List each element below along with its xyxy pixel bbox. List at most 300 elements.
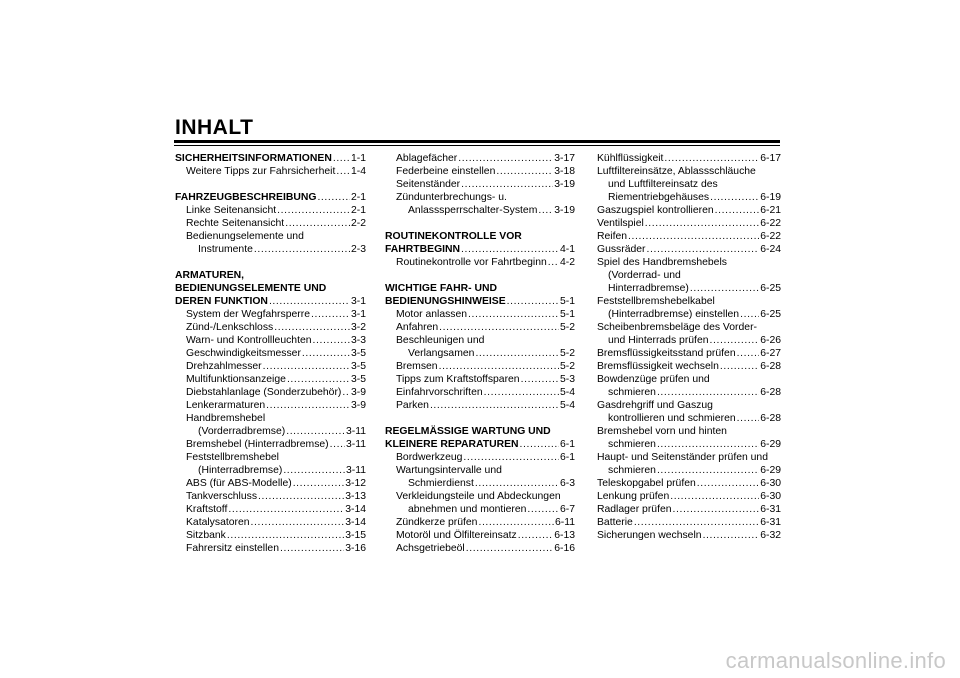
toc-entry[interactable]: [385, 386, 575, 399]
toc-entry-title: Zünd-/Lenkschloss: [186, 322, 274, 333]
toc-dot-leader: [478, 516, 554, 529]
toc-entry-title: Luftfiltereinsätze, Ablassschläuche: [597, 166, 756, 177]
toc-entry-title: Bremsen: [396, 361, 438, 372]
toc-page-number: 3-14: [345, 517, 366, 528]
toc-page-number: 6-17: [760, 153, 781, 164]
toc-dot-leader: [430, 399, 559, 412]
toc-entry[interactable]: [597, 152, 781, 165]
toc-entry-title: ROUTINEKONTROLLE VOR: [385, 231, 522, 242]
toc-entry-title: Rechte Seitenansicht: [186, 218, 285, 229]
toc-entry[interactable]: [597, 191, 781, 204]
toc-dot-leader: [496, 165, 553, 178]
toc-entry[interactable]: [175, 373, 366, 386]
toc-entry[interactable]: [385, 165, 575, 178]
toc-entry: [385, 334, 575, 347]
toc-entry[interactable]: [597, 360, 781, 373]
toc-entry-title: BEDIENUNGSELEMENTE UND: [175, 283, 327, 294]
toc-section-heading[interactable]: [175, 191, 366, 204]
toc-entry[interactable]: [175, 425, 366, 438]
toc-entry-title: Einfahrvorschriften: [396, 387, 483, 398]
toc-page-number: 6-32: [760, 530, 781, 541]
toc-entry-title: BEDIENUNGSHINWEISE: [385, 296, 506, 307]
toc-entry-title: Schmierdienst: [408, 478, 474, 489]
toc-entry[interactable]: [597, 503, 781, 516]
toc-page-number: 3-1: [350, 296, 366, 307]
toc-dot-leader: [251, 516, 345, 529]
toc-entry[interactable]: [175, 217, 366, 230]
toc-entry[interactable]: [175, 386, 366, 399]
toc-dot-leader: [439, 321, 559, 334]
toc-entry[interactable]: [597, 438, 781, 451]
toc-page-number: 6-28: [760, 361, 781, 372]
toc-page-number: 5-2: [559, 361, 575, 372]
toc-entry[interactable]: [597, 204, 781, 217]
toc-section-heading[interactable]: [385, 438, 575, 451]
toc-page-number: 3-17: [554, 153, 575, 164]
toc-dot-leader: [283, 464, 345, 477]
toc-dot-leader: [228, 503, 344, 516]
toc-entry: [385, 464, 575, 477]
toc-page-number: 3-15: [345, 530, 366, 541]
toc-dot-leader: [720, 360, 759, 373]
toc-entry-title: Diebstahlanlage (Sonderzubehör): [186, 387, 342, 398]
toc-entry-title: Warn- und Kontrollleuchten: [186, 335, 312, 346]
toc-entry: [597, 269, 781, 282]
toc-page-number: 6-22: [760, 218, 781, 229]
toc-entry-title: KLEINERE REPARATUREN: [385, 439, 519, 450]
toc-entry-title: Verlangsamen: [408, 348, 475, 359]
toc-dot-leader: [468, 308, 559, 321]
toc-dot-leader: [269, 295, 350, 308]
toc-entry-title: Tipps zum Kraftstoffsparen: [396, 374, 520, 385]
toc-dot-leader: [634, 516, 759, 529]
toc-page-number: 3-16: [345, 543, 366, 554]
toc-page-number: 6-26: [760, 335, 781, 346]
toc-dot-leader: [628, 230, 759, 243]
toc-entry[interactable]: [175, 165, 366, 178]
toc-dot-leader: [302, 347, 350, 360]
toc-entry-title: Ventilspiel: [597, 218, 644, 229]
toc-page-number: 6-31: [760, 504, 781, 515]
toc-entry-title: Katalysatoren: [186, 517, 250, 528]
toc-dot-leader: [258, 490, 344, 503]
toc-entry-title: Lenkung prüfen: [597, 491, 670, 502]
toc-dot-leader: [274, 321, 350, 334]
toc-dot-leader: [280, 542, 344, 555]
toc-entry[interactable]: [175, 542, 366, 555]
toc-entry-title: Zündunterbrechungs- u.: [396, 192, 507, 203]
toc-entry[interactable]: [597, 347, 781, 360]
toc-entry: [175, 412, 366, 425]
toc-dot-leader: [475, 347, 559, 360]
toc-entry: [597, 295, 781, 308]
toc-entry: [385, 490, 575, 503]
toc-dot-leader: [690, 282, 759, 295]
toc-page-number: 3-12: [345, 478, 366, 489]
toc-section-heading[interactable]: [385, 243, 575, 256]
toc-section-heading[interactable]: [175, 295, 366, 308]
toc-dot-leader: [333, 152, 350, 165]
toc-entry-title: Gussräder: [597, 244, 646, 255]
toc-entry-title: Ablagefächer: [396, 153, 458, 164]
toc-dot-leader: [227, 529, 344, 542]
toc-entry-title: schmieren: [608, 439, 656, 450]
toc-page-number: 3-5: [350, 361, 366, 372]
toc-entry[interactable]: [385, 308, 575, 321]
toc-entry-title: Multifunktionsanzeige: [186, 374, 286, 385]
toc-entry-title: Reifen: [597, 231, 628, 242]
toc-dot-leader: [710, 334, 760, 347]
toc-page-number: 5-1: [559, 309, 575, 320]
toc-entry[interactable]: [597, 230, 781, 243]
toc-dot-leader: [647, 243, 760, 256]
toc-dot-leader: [548, 256, 559, 269]
toc-column-3: [597, 152, 781, 542]
toc-section-heading[interactable]: [385, 295, 575, 308]
toc-entry-title: FAHRZEUGBESCHREIBUNG: [175, 192, 317, 203]
toc-dot-leader: [277, 204, 350, 217]
toc-entry: [597, 256, 781, 269]
toc-entry: [597, 165, 781, 178]
toc-page-number: 6-19: [760, 192, 781, 203]
toc-dot-leader: [737, 412, 760, 425]
toc-entry-title: Feststellbremshebel: [186, 452, 279, 463]
toc-dot-leader: [263, 360, 350, 373]
toc-page-number: 6-29: [760, 439, 781, 450]
toc-entry-title: Bowdenzüge prüfen und: [597, 374, 710, 385]
toc-column-1: [175, 152, 366, 555]
toc-entry-title: (Hinterradbremse): [198, 465, 283, 476]
toc-entry[interactable]: [597, 529, 781, 542]
toc-entry[interactable]: [597, 490, 781, 503]
toc-page-number: 1-1: [350, 153, 366, 164]
toc-dot-leader: [463, 451, 559, 464]
toc-entry-title: Gasdrehgriff und Gaszug: [597, 400, 713, 411]
toc-dot-leader: [439, 360, 559, 373]
toc-entry-title: Achsgetriebeöl: [396, 543, 465, 554]
toc-gap: [175, 178, 366, 191]
toc-entry-title: Bremshebel (Hinterradbremse): [186, 439, 329, 450]
toc-page-number: 6-24: [760, 244, 781, 255]
toc-entry-title: Instrumente: [198, 244, 253, 255]
toc-dot-leader: [266, 399, 350, 412]
toc-page-number: 3-9: [350, 387, 366, 398]
toc-page-number: 6-30: [760, 478, 781, 489]
toc-entry-title: und Luftfiltereinsatz des: [608, 179, 718, 190]
toc-page-number: 6-31: [760, 517, 781, 528]
toc-dot-leader: [330, 438, 345, 451]
toc-dot-leader: [254, 243, 350, 256]
toc-page-number: 6-28: [760, 413, 781, 424]
toc-dot-leader: [527, 503, 559, 516]
toc-dot-leader: [538, 204, 553, 217]
toc-dot-leader: [484, 386, 559, 399]
toc-entry[interactable]: [385, 256, 575, 269]
toc-dot-leader: [657, 438, 759, 451]
toc-page-number: 4-2: [559, 257, 575, 268]
toc-page-number: 2-1: [350, 205, 366, 216]
toc-entry: [597, 399, 781, 412]
toc-entry-title: Bremsflüssigkeitsstand prüfen: [597, 348, 736, 359]
toc-entry-title: (Hinterradbremse) einstellen: [608, 309, 740, 320]
toc-entry[interactable]: [597, 516, 781, 529]
toc-page-number: 6-1: [559, 439, 575, 450]
toc-entry[interactable]: [385, 516, 575, 529]
toc-dot-leader: [317, 191, 350, 204]
toc-entry[interactable]: [175, 516, 366, 529]
toc-dot-leader: [466, 542, 553, 555]
toc-dot-leader: [293, 477, 345, 490]
toc-entry[interactable]: [385, 152, 575, 165]
toc-entry-title: Spiel des Handbremshebels: [597, 257, 727, 268]
toc-entry-title: Teleskopgabel prüfen: [597, 478, 696, 489]
toc-page-number: 3-19: [554, 205, 575, 216]
toc-dot-leader: [336, 165, 350, 178]
toc-entry[interactable]: [175, 464, 366, 477]
toc-entry: [597, 373, 781, 386]
toc-dot-leader: [311, 308, 350, 321]
toc-entry[interactable]: [597, 243, 781, 256]
toc-entry[interactable]: [175, 308, 366, 321]
toc-entry-title: Seitenständer: [396, 179, 461, 190]
toc-dot-leader: [703, 529, 760, 542]
toc-dot-leader: [286, 425, 345, 438]
toc-entry-title: Routinekontrolle vor Fahrtbeginn: [396, 257, 547, 268]
page-title: INHALT: [175, 116, 254, 139]
toc-page-number: 6-11: [554, 517, 575, 528]
toc-page-number: 3-11: [345, 439, 366, 450]
toc-page-number: 6-27: [760, 348, 781, 359]
toc-page-number: 3-19: [554, 179, 575, 190]
toc-entry[interactable]: [597, 412, 781, 425]
toc-entry[interactable]: [175, 399, 366, 412]
toc-entry-title: DEREN FUNKTION: [175, 296, 268, 307]
toc-entry-title: Radlager prüfen: [597, 504, 672, 515]
toc-entry[interactable]: [175, 243, 366, 256]
toc-entry-title: schmieren: [608, 387, 656, 398]
toc-entry-title: (Vorderradbremse): [198, 426, 286, 437]
toc-dot-leader: [710, 191, 759, 204]
toc-entry: [597, 425, 781, 438]
toc-section-heading: [385, 425, 575, 438]
toc-gap: [385, 269, 575, 282]
toc-page-number: 4-1: [559, 244, 575, 255]
toc-page-number: 3-14: [345, 504, 366, 515]
toc-entry[interactable]: [385, 451, 575, 464]
toc-entry-title: Zündkerze prüfen: [396, 517, 478, 528]
toc-entry[interactable]: [175, 204, 366, 217]
toc-dot-leader: [458, 152, 553, 165]
toc-entry[interactable]: [175, 529, 366, 542]
toc-page-number: 3-5: [350, 374, 366, 385]
toc-page-number: 6-22: [760, 231, 781, 242]
toc-entry-title: Parken: [396, 400, 429, 411]
toc-page-number: 6-16: [554, 543, 575, 554]
toc-entry[interactable]: [175, 347, 366, 360]
toc-section-heading: [385, 282, 575, 295]
toc-entry-title: Batterie: [597, 517, 633, 528]
toc-entry-title: Anfahren: [396, 322, 439, 333]
toc-entry-title: Kühlflüssigkeit: [597, 153, 664, 164]
toc-entry[interactable]: [597, 308, 781, 321]
toc-entry-title: Sicherungen wechseln: [597, 530, 702, 541]
toc-gap: [385, 412, 575, 425]
title-rule: [174, 140, 780, 143]
toc-entry-title: Feststellbremshebelkabel: [597, 296, 715, 307]
toc-dot-leader: [461, 178, 553, 191]
toc-entry[interactable]: [597, 386, 781, 399]
toc-entry-title: Kraftstoff: [186, 504, 228, 515]
title-rule-thin: [174, 145, 780, 146]
toc-page-number: 3-3: [350, 335, 366, 346]
toc-entry-title: Scheibenbremsbeläge des Vorder-: [597, 322, 757, 333]
toc-entry: [385, 191, 575, 204]
toc-dot-leader: [521, 373, 559, 386]
toc-entry-title: Beschleunigen und: [396, 335, 485, 346]
toc-page-number: 5-3: [559, 374, 575, 385]
toc-entry-title: System der Wegfahrsperre: [186, 309, 310, 320]
toc-page-number: 2-1: [350, 192, 366, 203]
toc-dot-leader: [287, 373, 350, 386]
toc-entry-title: Haupt- und Seitenständer prüfen und: [597, 452, 768, 463]
toc-entry-title: Verkleidungsteile und Abdeckungen: [396, 491, 561, 502]
toc-entry[interactable]: [385, 178, 575, 191]
toc-entry-title: FAHRTBEGINN: [385, 244, 461, 255]
toc-entry-title: Bedienungselemente und: [186, 231, 304, 242]
toc-page-number: 2-2: [350, 218, 366, 229]
toc-entry: [597, 451, 781, 464]
toc-page-number: 6-3: [559, 478, 575, 489]
toc-page-number: 6-21: [760, 205, 781, 216]
toc-dot-leader: [518, 529, 554, 542]
toc-page-number: 6-1: [559, 452, 575, 463]
toc-entry: [175, 230, 366, 243]
toc-entry[interactable]: [597, 477, 781, 490]
toc-entry-title: Geschwindigkeitsmesser: [186, 348, 301, 359]
toc-entry[interactable]: [175, 503, 366, 516]
toc-entry-title: (Vorderrad- und: [608, 270, 681, 281]
toc-page-number: 2-3: [350, 244, 366, 255]
toc-entry-title: Fahrersitz einstellen: [186, 543, 279, 554]
toc-entry[interactable]: [385, 399, 575, 412]
toc-entry-title: Drehzahlmesser: [186, 361, 262, 372]
toc-section-heading: [175, 282, 366, 295]
toc-dot-leader: [737, 347, 760, 360]
toc-entry[interactable]: [385, 347, 575, 360]
toc-page-number: 6-29: [760, 465, 781, 476]
watermark: carmanualsonline.info: [725, 648, 946, 673]
toc-page-number: 5-2: [559, 322, 575, 333]
toc-entry-title: Tankverschluss: [186, 491, 258, 502]
toc-entry[interactable]: [385, 204, 575, 217]
toc-entry[interactable]: [385, 321, 575, 334]
toc-entry[interactable]: [385, 542, 575, 555]
toc-page-number: 1-4: [350, 166, 366, 177]
toc-entry: [175, 451, 366, 464]
toc-entry-title: WICHTIGE FAHR- UND: [385, 283, 497, 294]
toc-entry-title: Linke Seitenansicht: [186, 205, 277, 216]
toc-entry-title: Federbeine einstellen: [396, 166, 496, 177]
toc-page-number: 3-9: [350, 400, 366, 411]
toc-entry[interactable]: [175, 438, 366, 451]
toc-dot-leader: [520, 438, 559, 451]
toc-entry-title: Motoröl und Ölfiltereinsatz: [396, 530, 517, 541]
toc-entry-title: SICHERHEITSINFORMATIONEN: [175, 153, 332, 164]
toc-gap: [175, 256, 366, 269]
toc-dot-leader: [664, 152, 759, 165]
toc-entry-title: Bordwerkzeug: [396, 452, 463, 463]
toc-dot-leader: [657, 386, 759, 399]
toc-dot-leader: [673, 503, 760, 516]
toc-page-number: 3-11: [345, 465, 366, 476]
toc-dot-leader: [507, 295, 559, 308]
toc-page-number: 3-2: [350, 322, 366, 333]
toc-entry[interactable]: [385, 373, 575, 386]
toc-entry[interactable]: [597, 217, 781, 230]
toc-entry[interactable]: [597, 464, 781, 477]
toc-dot-leader: [342, 386, 350, 399]
toc-section-heading: [175, 269, 366, 282]
toc-dot-leader: [645, 217, 759, 230]
toc-entry[interactable]: [175, 321, 366, 334]
toc-entry-title: abnehmen und montieren: [408, 504, 527, 515]
toc-column-2: [385, 152, 575, 555]
toc-page-number: 6-25: [760, 283, 781, 294]
toc-entry-title: Anlasssperrschalter-System: [408, 205, 538, 216]
toc-entry-title: ARMATUREN,: [175, 270, 245, 281]
toc-entry-title: REGELMÄSSIGE WARTUNG UND: [385, 426, 551, 437]
toc-page-number: 6-13: [554, 530, 575, 541]
toc-dot-leader: [657, 464, 759, 477]
toc-entry-title: und Hinterrads prüfen: [608, 335, 709, 346]
toc-entry[interactable]: [597, 334, 781, 347]
toc-entry[interactable]: [175, 360, 366, 373]
toc-page-number: 5-2: [559, 348, 575, 359]
toc-page-number: 3-18: [554, 166, 575, 177]
toc-dot-leader: [313, 334, 350, 347]
toc-entry[interactable]: [597, 282, 781, 295]
toc-gap: [385, 217, 575, 230]
toc-entry-title: Gaszugspiel kontrollieren: [597, 205, 714, 216]
toc-page-number: 3-11: [345, 426, 366, 437]
toc-page-number: 3-1: [350, 309, 366, 320]
toc-entry-title: Sitzbank: [186, 530, 226, 541]
toc-entry-title: Hinterradbremse): [608, 283, 689, 294]
toc-dot-leader: [715, 204, 760, 217]
toc-entry: [597, 178, 781, 191]
toc-page-number: 6-7: [559, 504, 575, 515]
toc-entry[interactable]: [385, 360, 575, 373]
toc-entry[interactable]: [385, 477, 575, 490]
toc-entry[interactable]: [175, 490, 366, 503]
toc-entry[interactable]: [385, 529, 575, 542]
toc-entry-title: Bremsflüssigkeit wechseln: [597, 361, 719, 372]
toc-entry-title: Lenkerarmaturen: [186, 400, 266, 411]
toc-page-number: 3-13: [345, 491, 366, 502]
toc-entry-title: Riementriebgehäuses: [608, 192, 710, 203]
toc-dot-leader: [740, 308, 759, 321]
toc-entry[interactable]: [385, 503, 575, 516]
toc-entry-title: Motor anlassen: [396, 309, 468, 320]
toc-entry[interactable]: [175, 334, 366, 347]
toc-entry[interactable]: [175, 477, 366, 490]
toc-entry-title: Bremshebel vorn und hinten: [597, 426, 727, 437]
toc-page-number: 6-30: [760, 491, 781, 502]
toc-entry: [597, 321, 781, 334]
toc-section-heading[interactable]: [175, 152, 366, 165]
toc-page-number: 5-4: [559, 400, 575, 411]
toc-dot-leader: [670, 490, 759, 503]
